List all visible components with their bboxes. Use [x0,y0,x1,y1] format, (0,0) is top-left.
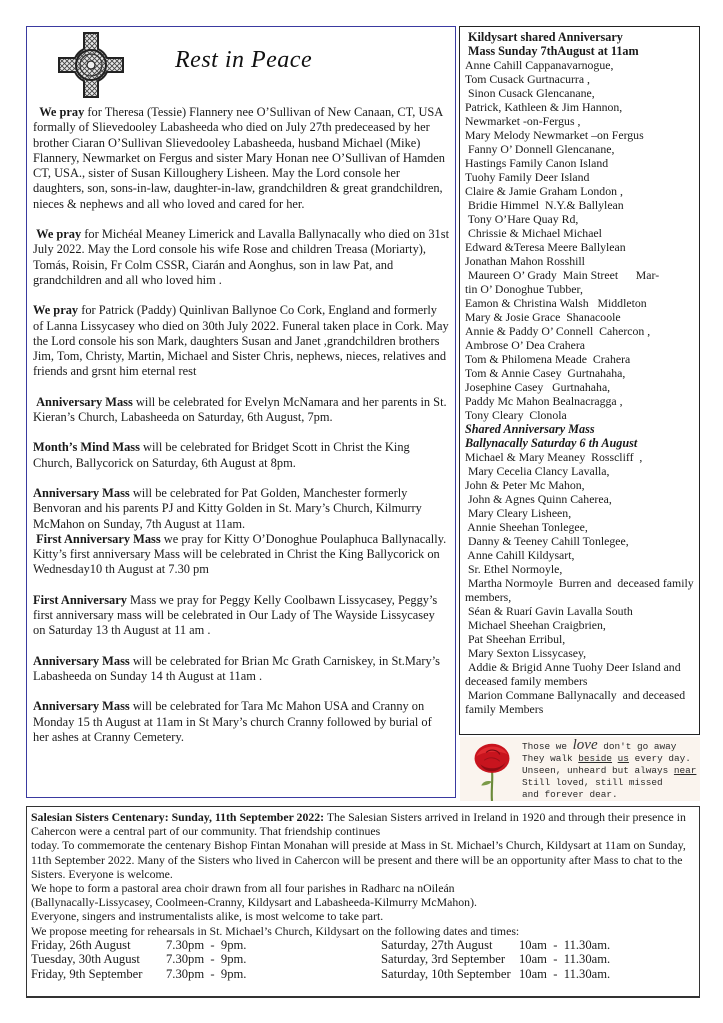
schedule-day: Saturday, 27th August [381,937,493,952]
notice-brian-mcgrath [33,654,449,685]
anniversary-name-entry: Patrick, Kathleen & Jim Hannon, [465,100,623,114]
anniversary-name-entry: Chrissie & Michael Michael [465,226,602,240]
anniversary-name-entry: Mary Melody Newmarket –on Fergus [465,128,644,142]
anniversary-name-entry: Bridie Himmel N.Y.& Ballylean [465,198,624,212]
schedule-day: Tuesday, 30th August [31,952,140,967]
poem-line: Unseen, unheard but always near [522,765,697,776]
anniversary-name-entry: Danny & Teeney Cahill Tonlegee, [465,534,629,548]
schedule-time: 7.30pm - 9pm. [166,952,247,967]
anniversary-name-entry: Marion Commane Ballynacally and deceased family Members [465,688,689,716]
anniversary-name-entry: Michael Sheehan Craigbrien, [465,618,606,632]
anniversary-name-entry: John & Peter Mc Mahon, [465,478,585,492]
notice-lead: Anniversary Mass [36,394,133,409]
schedule-day: Friday, 9th September [31,967,143,982]
celtic-cross-icon [57,31,125,99]
notice-kitty-odonoghue [33,532,449,578]
kildysart-name-list [465,58,695,422]
notice-bridget-scott [33,440,449,471]
poem-line: Those we love don't go away [522,737,677,753]
notice-lead: Anniversary Mass [33,699,130,714]
anniversary-name-entry: Mary Sexton Lissycasey, [465,646,587,660]
anniversary-name-entry: Annie Sheehan Tonlegee, [465,520,588,534]
anniversary-name-entry: Tony Cleary Clonola [465,408,567,422]
notice-lead: We pray [33,303,79,318]
notice-lead: We pray [36,227,82,242]
notice-patrick-quinlivan [33,303,449,379]
anniversary-name-entry: Mary Cecelia Clancy Lavalla, [465,464,610,478]
anniversary-name-entry: Edward &Teresa Meere Ballylean [465,240,626,254]
notice-text: we pray for Kitty O’Donoghue Poulaphuca Ballynacally. Kitty’s first anniversary Mass will be celebrated in Christ the King Ballycorick on Wednesday10 th August at 7.30 pm [33,531,447,577]
schedule-time: 10am - 11.30am. [519,937,611,952]
notice-lead: Month’s Mind Mass [33,440,140,455]
anniversary-name-entry: Tom & Philomena Meade Crahera [465,352,631,366]
schedule-time: 10am - 11.30am. [519,967,611,982]
notice-text: will be celebrated for Pat Golden, Manchester formerly Benvoran and his parents PJ and Kitty Golden in St. Mary’s Church, Kilmurry McMahon on Sunday, 7th August at 11am. [33,485,422,531]
notice-lead: Anniversary Mass [33,653,130,668]
choir-intro: We hope to form a pastoral area choir drawn from all four parishes in Radharc na nOileán [31,881,455,896]
anniversary-name-entry: tin O’ Donoghue Tubber, [465,282,583,296]
kildysart-title-line1: Kildysart shared Anniversary [468,30,623,44]
notice-text: for Theresa (Tessie) Flannery nee O’Sullivan of New Canaan, CT, USA formally of Slievedooley Labasheeda who died on July 27th predeceased by her brother Ciaran O’Sullivan Slievedooley Labasheeda, husband Michael (Mike) Flannery, Newmarket on Fergus and sister Mary Honan nee O’Sullivan of Hamden CT, USA., sister of Susan Killoughery Lisheen. May the Lord console her daughters, son, sons-in-law, daughter-in-law, grandchildren & great grandchildren, nieces & nephews and all who loved and cared for her. [33,105,445,211]
salesian-lead: Salesian Sisters Centenary: Sunday, 11th September 2022: [31,810,325,824]
anniversary-name-entry: Paddy Mc Mahon Bealnacragga , [465,394,623,408]
notice-text: for Michéal Meaney Limerick and Lavalla Ballynacally who died on 31st July 2022. May the Lord console his wife Rose and children Treasa (Moriarty), Tomás, Roisin, Fr Colm CSSR, Ciarán and Aonghus, son in law Pat, and grandchildren and all who loved him . [33,227,450,287]
rip-title: Rest in Peace [175,47,313,73]
schedule-day: Saturday, 3rd September [381,952,506,967]
notice-text: Mass we pray for Peggy Kelly Coolbawn Lissycasey, Peggy’s first anniversary mass will be celebrated in Our Lady of The Wayside Lissycasey on Saturday 13 th August at 11 am . [33,592,438,638]
ballynacally-name-list [465,450,695,716]
anniversary-name-entry: Josephine Casey Gurtnahaha, [465,380,611,394]
notice-text: will be celebrated for Tara Mc Mahon USA and Cranny on Monday 15 th August at 11am in St Mary’s church Cranny followed by burial of her ashes at Cranny Cemetery. [33,699,432,744]
ballynacally-title-line1: Shared Anniversary Mass [465,422,595,436]
salesian-intro: Salesian Sisters Centenary: Sunday, 11th September 2022: The Salesian Sisters arrived in Ireland in 1920 and through their presence in Cahercon were a central part of our community. That friendship continues [31,810,686,839]
anniversary-name-entry: Hastings Family Canon Island [465,156,609,170]
schedule-time: 7.30pm - 9pm. [166,937,247,952]
anniversary-name-entry: Tom & Annie Casey Gurtnahaha, [465,366,626,380]
anniversary-name-entry: Michael & Mary Meaney Rosscliff , [465,450,643,464]
anniversary-name-entry: Tuohy Family Deer Island [465,170,590,184]
rehearsal-schedule [31,938,695,982]
anniversary-name-entry: Jonathan Mahon Rosshill [465,254,585,268]
rehearsal-intro: We propose meeting for rehearsals in St. Michael’s Church, Kildysart on the following dates and times: [31,923,520,938]
anniversary-name-entry: John & Agnes Quinn Caherea, [465,492,612,506]
choir-parishes: (Ballynacally-Lissycasey, Coolmeen-Cranny, Kildysart and Labasheeda-Kilmurry McMahon). [31,895,477,910]
notice-text: will be celebrated for Brian Mc Grath Carniskey, in St.Mary’s Labasheeda on Sunday 14 th August at 11am . [33,653,440,683]
notice-peggy-kelly [33,593,449,639]
notice-text: will be celebrated for Evelyn McNamara and her parents in St. Kieran’s Church, Labasheeda on Saturday, 6th August, 7pm. [33,394,447,425]
anniversary-name-entry: Mary Cleary Lisheen, [465,506,572,520]
notice-text: will be celebrated for Bridget Scott in Christ the King Church, Ballycorick on Saturday, 6th August at 8pm. [33,440,410,470]
anniversary-name-entry: Tony O’Hare Quay Rd, [465,212,579,226]
anniversary-name-entry: Anne Cahill Kildysart, [465,548,575,562]
salesian-details: today. To commemorate the centenary Bishop Fintan Monahan will preside at Mass in St. Michael’s Church, Kildysart at 11am on Sunday, 11th September 2022. Many of the Sisters who lived in Cahercon will be present and there will be an opportunity after Mass to chat to the Sisters. Everyone is welcome. [31,838,686,881]
notice-tara-mcmahon [33,699,449,745]
memorial-poem [522,739,696,801]
schedule-time: 7.30pm - 9pm. [166,967,247,982]
anniversary-lists-panel [459,26,700,735]
poem-line: Still loved, still missed [522,777,663,788]
rip-header [27,27,455,107]
notice-lead: First Anniversary [33,592,127,607]
anniversary-name-entry: Martha Normoyle Burren and deceased family members, [465,576,697,604]
kildysart-title-line2: Mass Sunday 7thAugust at 11am [468,44,639,58]
schedule-day: Friday, 26th August [31,937,131,952]
notice-lead: We pray [39,105,85,119]
notice-lead: First Anniversary Mass [36,531,161,546]
anniversary-name-entry: Pat Sheehan Erribul, [465,632,566,646]
anniversary-name-entry: Sinon Cusack Glencanane, [465,86,595,100]
poem-love-word: love [572,737,598,753]
anniversary-name-entry: Fanny O’ Donnell Glencanane, [465,142,615,156]
anniversary-name-entry: Claire & Jamie Graham London , [465,184,623,198]
ballynacally-title-line2: Ballynacally Saturday 6 th August [465,436,638,450]
notice-tessie-flannery [33,105,449,212]
poem-line: They walk beside us every day. [522,753,691,764]
notice-lead: Anniversary Mass [33,485,130,500]
anniversary-name-entry: Addie & Brigid Anne Tuohy Deer Island and deceased family members [465,660,684,688]
salesian-sisters-panel [26,806,700,998]
anniversary-name-entry: Mary & Josie Grace Shanacoole [465,310,621,324]
anniversary-name-entry: Maureen O’ Grady Main Street Mar- [465,268,660,282]
memorial-poem-image [460,737,700,801]
notice-micheal-meaney [33,227,449,288]
anniversary-name-entry: Sr. Ethel Normoyle, [465,562,563,576]
notice-evelyn-mcnamara [33,395,449,426]
anniversary-name-entry: Anne Cahill Cappanavarnogue, [465,58,614,72]
anniversary-name-entry: Newmarket -on-Fergus , [465,114,581,128]
notice-text: for Patrick (Paddy) Quinlivan Ballynoe Co Cork, England and formerly of Lanna Lissycasey who died on 30th July 2022. Funeral taken place in Cork. May the Lord console his son Mark, daughters Susan and Janet ,grandchildren brothers Jim, Tom, Christy, Martin, Michael and Sister Chris, nephews, nieces, relatives and friends and grsnt him eternal rest [33,303,449,379]
schedule-day: Saturday, 10th September [381,967,511,982]
schedule-time: 10am - 11.30am. [519,952,611,967]
anniversary-name-entry: Ambrose O’ Dea Crahera [465,338,585,352]
anniversary-name-entry: Eamon & Christina Walsh Middleton [465,296,647,310]
red-rose-icon [462,737,522,801]
anniversary-name-entry: Annie & Paddy O’ Connell Cahercon , [465,324,651,338]
poem-line: and forever dear. [522,789,618,800]
anniversary-name-entry: Tom Cusack Gurtnacurra , [465,72,590,86]
choir-welcome: Everyone, singers and instrumentalists alike, is most welcome to take part. [31,909,384,924]
anniversary-name-entry: Séan & Ruarí Gavin Lavalla South [465,604,633,618]
rest-in-peace-panel [26,26,456,798]
notice-pat-golden [33,486,449,532]
